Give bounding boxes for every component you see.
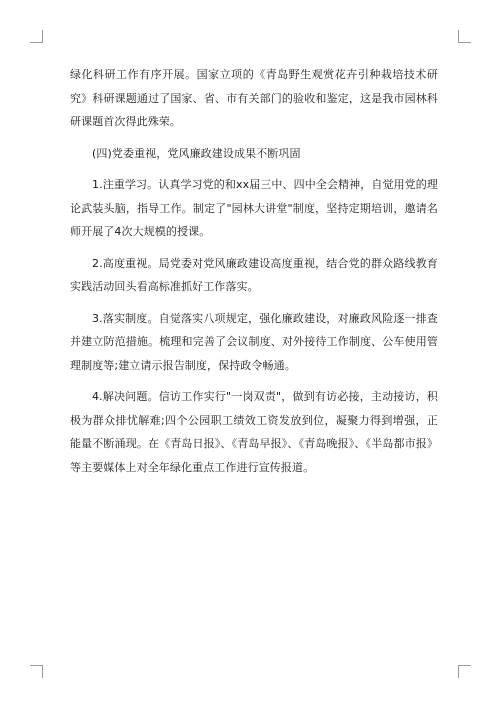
paragraph-attention: 2.高度重视。局党委对党风廉政建设高度重视，结合党的群众路线教育实践活动回头看高标准抓好工作落实。 — [70, 256, 438, 293]
crop-mark-top-right — [458, 30, 471, 43]
crop-mark-bottom-left — [30, 665, 43, 678]
section-heading-party: (四)党委重视，党风廉政建设成果不断巩固 — [92, 146, 301, 160]
document-body — [70, 63, 438, 487]
paragraph-research: 绿化科研工作有序开展。国家立项的《青岛野生观赏花卉引种栽培技术研究》科研课题通过了国家、省、市有关部门的验收和鉴定，这是我市园林科研课题首次得此殊荣。 — [70, 68, 438, 128]
paragraph-solve-problems: 4.解决问题。信访工作实行"一岗双责"，做到有访必接，主动接访，积极为群众排忧解难;四个公园职工绩效工资发放到位，凝聚力得到增强，正能量不断涌现。在《青岛日报》、《青岛早报》、《青岛晚报》、《半岛都市报》等主要媒体上对全年绿化重点工作进行宣传报道。 — [70, 390, 438, 474]
crop-mark-top-left — [30, 30, 43, 43]
paragraph-study: 1.注重学习。认真学习党的和xx届三中、四中全会精神，自觉用党的理论武装头脑，指导工作。制定了"园林大讲堂"制度，坚持定期培训，邀请名师开展了4次大规模的授课。 — [70, 178, 438, 238]
crop-mark-bottom-right — [458, 665, 471, 678]
paragraph-system: 3.落实制度。自觉落实八项规定，强化廉政建设，对廉政风险逐一排查并建立防范措施。梳理和完善了会议制度、对外接待工作制度、公车使用管理制度等;建立请示报告制度，保持政令畅通。 — [70, 311, 438, 372]
